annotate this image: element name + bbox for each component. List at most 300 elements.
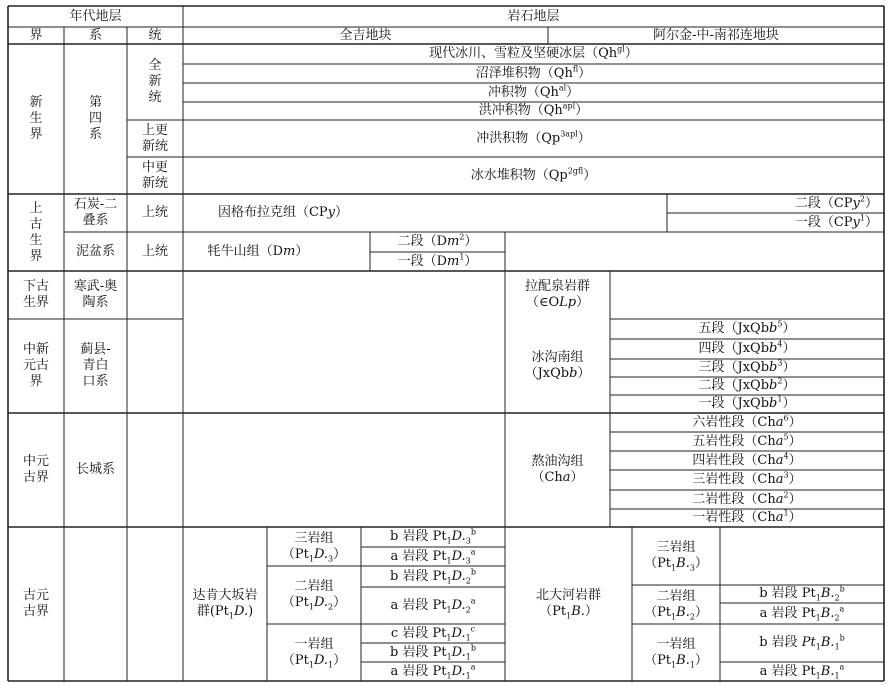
era-meso-neoproterozoic: 中新 元古 界 [22, 342, 49, 389]
formation-dakendaban [267, 624, 361, 681]
unit-code [644, 653, 708, 669]
unit-text: ） [333, 595, 347, 610]
unit-text: 三岩性段（Ch [692, 472, 776, 487]
unit-text: （Pt [281, 652, 309, 668]
unit-label [692, 434, 801, 450]
unit-superscript: 1 [783, 508, 789, 518]
unit-superscript: 1 [777, 394, 783, 404]
unit-text: ） [584, 604, 598, 619]
unit-symbol: B. [820, 635, 835, 650]
unit-text: （Pt [281, 595, 309, 610]
header-quanji: 全吉地块 [339, 27, 392, 43]
unit-proluvial [183, 102, 884, 120]
unit-code [282, 547, 346, 563]
unit-subscript: 1 [671, 660, 677, 670]
unit-superscript: 2 [777, 376, 783, 386]
unit-symbol: y [852, 195, 860, 211]
unit-text: （∈O [525, 295, 560, 310]
header-aerjin: 阿尔金-中-南祁连地块 [653, 27, 779, 43]
unit-text: ） [583, 167, 597, 183]
member-dakendaban [361, 624, 505, 643]
unit-text: ） [782, 360, 796, 375]
unit-superscript: b [470, 527, 476, 537]
unit-text: 三岩组 [294, 530, 334, 546]
unit-symbol: b [769, 360, 778, 375]
unit-superscript: 1 [459, 252, 465, 262]
unit-glacier [183, 44, 884, 64]
unit-superscript: 6 [783, 413, 789, 423]
unit-yingebulake [183, 194, 383, 232]
era-mesoproterozoic: 中元 古界 [22, 454, 49, 485]
unit-qp2 [183, 157, 884, 194]
unit-subscript: 1 [671, 612, 677, 622]
unit-text: （Pt [644, 556, 672, 571]
unit-symbol: B. [820, 663, 835, 679]
unit-dm2 [370, 232, 505, 252]
member-beidahe [720, 662, 884, 681]
unit-maoniushan [183, 232, 333, 271]
series-upper-pleistocene: 上更 新统 [141, 122, 168, 154]
unit-text: 三段（JxQb [698, 360, 770, 375]
unit-subscript: 1 [328, 660, 334, 670]
unit-text: a 岩段 Pt [390, 548, 447, 564]
unit-label [760, 606, 845, 622]
unit-superscript: 3 [783, 470, 789, 480]
unit-label [390, 529, 476, 545]
header-litho: 岩石地层 [507, 8, 560, 24]
unit-label [391, 626, 475, 642]
unit-label [692, 472, 801, 488]
unit-label [699, 360, 796, 376]
unit-label [218, 205, 348, 221]
unit-subscript: 3 [465, 536, 471, 546]
unit-text: 北大河岩群 [535, 588, 601, 603]
member-reyougou [610, 432, 884, 451]
unit-subscript: 1 [446, 671, 452, 681]
unit-binggounan [505, 319, 610, 413]
system-camb-ord: 寒武-奥 陶系 [73, 279, 118, 310]
unit-text: （JxQb [524, 366, 570, 381]
unit-symbol: B. [820, 586, 835, 601]
unit-label [390, 549, 475, 565]
unit-label [390, 664, 475, 680]
unit-subscript: 3 [689, 563, 695, 573]
system-carb-perm: 石炭-二 叠系 [73, 197, 118, 228]
unit-subscript: 1 [446, 652, 452, 662]
unit-symbol: B. [676, 604, 690, 620]
unit-text: 四岩性段（Ch [692, 452, 776, 468]
series-holocene: 全 新 统 [148, 58, 162, 105]
unit-label [692, 453, 801, 469]
unit-label [699, 321, 796, 337]
unit-subscript: 1 [308, 602, 314, 612]
unit-superscript: 2 [783, 490, 789, 500]
unit-text: b 岩段 Pt [390, 644, 447, 660]
unit-subscript: 2 [689, 612, 695, 622]
unit-superscript: 4 [777, 339, 783, 349]
unit-label [471, 168, 597, 184]
unit-superscript: 1 [859, 213, 865, 223]
unit-code [644, 556, 708, 572]
unit-superscript: b [839, 633, 845, 643]
formation-beidahe [632, 585, 720, 624]
unit-subscript: 1 [689, 660, 695, 670]
unit-swamp [183, 64, 884, 83]
unit-text: 一岩组 [294, 636, 334, 652]
unit-text: a 岩段 Pt [390, 597, 447, 613]
unit-text: 拉配泉岩群 [524, 279, 590, 294]
unit-text: 一岩性段（Ch [692, 510, 776, 525]
unit-text: ） [333, 652, 347, 668]
unit-symbol: a [775, 433, 784, 449]
unit-subscript: 3 [328, 554, 334, 564]
unit-cpy1 [667, 213, 884, 232]
unit-code [282, 653, 346, 669]
unit-subscript: 1 [834, 671, 840, 681]
unit-symbol: Lp [559, 295, 577, 310]
unit-subscript: 2 [465, 576, 471, 586]
unit-symbol: D. [313, 652, 329, 668]
unit-text: 熬油沟组 [531, 454, 584, 469]
unit-label [692, 492, 801, 508]
formation-dakendaban [267, 527, 361, 566]
system-changcheng: 长城系 [75, 462, 115, 477]
member-beidahe [720, 585, 884, 603]
unit-symbol: b [769, 396, 778, 411]
unit-text: ） [575, 103, 589, 118]
unit-text: 二岩组 [656, 588, 696, 604]
unit-text: （Pt [281, 546, 309, 562]
unit-text: ） [333, 546, 347, 562]
unit-text: 一岩组 [656, 636, 696, 652]
unit-superscript: 3 [777, 358, 783, 368]
unit-code [644, 605, 708, 621]
unit-subscript: 1 [815, 642, 821, 652]
unit-symbol: D. [451, 529, 466, 544]
unit-label [476, 66, 591, 82]
unit-superscript: a [470, 547, 476, 557]
member-reyougou [610, 509, 884, 527]
unit-cpy2 [667, 194, 884, 213]
unit-text: ） [566, 84, 580, 100]
member-dakendaban [361, 566, 505, 587]
member-binggounan [610, 377, 884, 395]
system-quaternary: 第 四 系 [88, 95, 102, 142]
unit-symbol: B. [676, 556, 690, 571]
member-binggounan [610, 339, 884, 359]
unit-symbol: a [775, 472, 784, 487]
unit-subscript: 1 [446, 536, 452, 546]
unit-text: ） [577, 366, 591, 381]
unit-text: ） [788, 452, 802, 468]
unit-text: 一段（CP [794, 214, 853, 230]
unit-label [398, 254, 478, 270]
unit-label [488, 85, 579, 101]
unit-superscript: a [470, 662, 476, 672]
unit-text: 五段（JxQb [698, 321, 770, 336]
unit-text: ） [694, 556, 708, 571]
unit-text: ） [864, 195, 878, 211]
unit-symbol: D. [451, 663, 466, 679]
unit-text: 现代冰川、雪粒及坚硬冰层（Qh [429, 46, 618, 61]
unit-superscript: 2 [859, 194, 865, 204]
unit-subscript: 1 [566, 611, 572, 621]
unit-label [760, 664, 845, 680]
unit-label [795, 215, 878, 231]
unit-superscript: al [558, 83, 567, 93]
unit-superscript: 2gfl [567, 166, 584, 176]
member-reyougou [610, 490, 884, 509]
unit-superscript: c [470, 624, 476, 634]
unit-symbol: D. [233, 604, 249, 619]
unit-symbol: B. [571, 604, 585, 619]
group-beidahe [505, 527, 632, 681]
unit-subscript: 1 [228, 611, 234, 621]
formation-beidahe [632, 527, 720, 585]
era-cenozoic: 新 生 界 [29, 95, 43, 142]
unit-text: ） [788, 472, 802, 487]
unit-symbol: B. [676, 652, 690, 668]
unit-subscript: 2 [834, 593, 840, 603]
unit-label [699, 396, 796, 412]
unit-label [699, 341, 796, 357]
unit-label [479, 103, 589, 119]
unit-subscript: 1 [815, 593, 821, 603]
unit-reyougou [505, 413, 610, 527]
unit-text: 牦牛山组（D [207, 243, 284, 259]
series-upper-carb: 上统 [141, 205, 168, 220]
formation-beidahe [632, 624, 720, 681]
unit-text: ） [788, 433, 802, 449]
unit-label [390, 569, 476, 585]
unit-symbol: y [852, 214, 860, 230]
unit-subscript: 1 [465, 671, 471, 681]
unit-superscript: a [839, 662, 845, 672]
unit-code [539, 604, 598, 620]
unit-subscript: 1 [446, 605, 452, 615]
unit-code [197, 604, 253, 620]
member-dakendaban [361, 587, 505, 624]
member-dakendaban [361, 643, 505, 662]
unit-text: ） [782, 396, 796, 411]
unit-text: ） [578, 65, 592, 81]
unit-text: 洪冲积物（Qh [478, 103, 563, 118]
unit-text: 沼泽堆积物（Qh [475, 65, 573, 81]
unit-superscript: apl [562, 101, 576, 111]
unit-superscript: 4 [783, 451, 789, 461]
unit-text: 二岩组 [294, 579, 334, 594]
unit-text: ） [464, 234, 478, 249]
unit-text: ） [788, 414, 802, 430]
unit-subscript: 2 [465, 605, 471, 615]
unit-label [759, 635, 845, 651]
unit-symbol: b [769, 378, 778, 393]
unit-text: （Ch [531, 470, 563, 485]
unit-qp3 [183, 120, 884, 157]
unit-superscript: 3apl [560, 129, 578, 139]
unit-superscript: b [839, 584, 845, 594]
unit-text: b 岩段 Pt [390, 529, 447, 544]
unit-text: 三岩组 [656, 540, 696, 555]
unit-symbol: a [775, 414, 784, 430]
unit-symbol: m [447, 253, 460, 269]
unit-symbol: b [769, 341, 778, 356]
unit-symbol: a [562, 470, 571, 485]
unit-label [208, 244, 309, 260]
unit-text: a 岩段 Pt [390, 663, 447, 679]
member-binggounan [610, 319, 884, 339]
unit-text: 二岩性段（Ch [692, 491, 776, 507]
unit-text: 二段（CP [794, 195, 853, 211]
unit-label [699, 378, 796, 394]
unit-subscript: 1 [834, 642, 840, 652]
unit-text: ） [694, 604, 708, 620]
unit-subscript: 1 [308, 554, 314, 564]
unit-text: ） [694, 652, 708, 668]
unit-superscript: gl [617, 44, 625, 54]
era-lower-paleozoic: 下古 生界 [22, 279, 49, 310]
unit-subscript: 1 [446, 576, 452, 586]
unit-text: ） [782, 341, 796, 356]
unit-subscript: 1 [815, 613, 821, 623]
header-xi: 系 [88, 27, 102, 43]
unit-text: ） [464, 253, 478, 269]
unit-symbol: D. [451, 568, 466, 584]
unit-code [526, 295, 589, 311]
unit-symbol: D. [451, 644, 466, 660]
unit-text: ） [864, 214, 878, 230]
unit-label [795, 196, 878, 212]
unit-symbol: m [283, 243, 296, 259]
unit-dm1 [370, 252, 505, 271]
unit-text: 冰水堆积物（Qp [470, 167, 568, 183]
member-reyougou [610, 413, 884, 432]
member-beidahe [720, 603, 884, 624]
unit-symbol: m [447, 234, 460, 249]
member-binggounan [610, 395, 884, 413]
unit-text: ） [782, 321, 796, 336]
unit-symbol: D. [313, 546, 329, 562]
header-jie: 界 [29, 27, 43, 43]
unit-label [429, 46, 638, 62]
unit-alluvial [183, 83, 884, 102]
unit-text: 二段（D [397, 234, 447, 249]
unit-text: ） [335, 205, 349, 220]
unit-text: 因格布拉克组（CP [217, 205, 328, 220]
unit-text: ） [577, 130, 591, 146]
formation-dakendaban [267, 566, 361, 624]
unit-symbol: a [775, 452, 784, 468]
unit-superscript: b [470, 567, 476, 577]
unit-text: 一段（JxQb [698, 396, 770, 411]
era-upper-paleozoic: 上 古 生 界 [29, 200, 43, 264]
member-dakendaban [361, 662, 505, 681]
system-devonian: 泥盆系 [75, 243, 115, 259]
unit-symbol: D. [313, 595, 329, 610]
era-paleoproterozoic: 古元 古界 [22, 588, 49, 619]
unit-superscript: 5 [783, 432, 789, 442]
unit-symbol: b [769, 321, 778, 336]
unit-symbol: D. [451, 625, 466, 641]
unit-text: ) [248, 604, 254, 619]
unit-symbol: D. [451, 597, 466, 613]
unit-text: b 岩段 Pt [390, 568, 447, 584]
unit-subscript: 1 [446, 556, 452, 566]
unit-symbol: B. [820, 605, 835, 621]
unit-text: ） [788, 510, 802, 525]
unit-label [692, 510, 801, 526]
unit-text: 五岩性段（Ch [692, 433, 776, 449]
unit-code [531, 470, 583, 486]
unit-text: a 岩段 Pt [759, 663, 816, 679]
unit-code [525, 366, 591, 382]
unit-text: 群(Pt [196, 604, 229, 619]
member-reyougou [610, 470, 884, 490]
series-middle-pleistocene: 中更 新统 [141, 159, 168, 191]
unit-text: （Pt [539, 604, 567, 619]
unit-symbol: a [775, 491, 784, 507]
system-jixian-qingbaikou: 蓟县- 青白 口系 [80, 342, 111, 389]
unit-symbol: D. [451, 548, 466, 564]
unit-symbol: y [327, 205, 336, 220]
unit-subscript: 2 [328, 602, 334, 612]
unit-subscript: 1 [465, 652, 471, 662]
unit-text: （Pt [644, 652, 672, 668]
unit-text: b 岩段 [759, 635, 802, 650]
unit-text: ） [295, 243, 309, 259]
unit-label [390, 645, 476, 661]
group-dakendaban [183, 527, 267, 681]
unit-symbol: b [569, 366, 578, 381]
series-upper-dev: 上统 [141, 243, 168, 259]
unit-symbol: Pt [801, 635, 816, 650]
unit-code [282, 595, 346, 611]
unit-symbol: a [775, 510, 784, 525]
member-dakendaban [361, 527, 505, 547]
unit-superscript: 2 [459, 232, 465, 242]
unit-label [692, 415, 801, 431]
unit-subscript: 1 [815, 671, 821, 681]
unit-superscript: 5 [777, 319, 783, 329]
unit-text: ） [570, 470, 584, 485]
unit-text: （Pt [644, 604, 672, 620]
member-reyougou [610, 451, 884, 470]
unit-label [476, 131, 591, 147]
unit-subscript: 1 [671, 563, 677, 573]
unit-lapeiquan [505, 271, 610, 319]
unit-text: 冰沟南组 [531, 350, 584, 365]
unit-text: a 岩段 Pt [759, 605, 816, 621]
unit-superscript: a [839, 604, 845, 614]
unit-text: ） [624, 46, 638, 61]
unit-text: 达肯大坂岩 [192, 588, 258, 603]
unit-text: ） [576, 295, 590, 310]
unit-superscript: b [470, 643, 476, 653]
unit-text: ） [788, 491, 802, 507]
unit-text: 六岩性段（Ch [692, 414, 776, 430]
unit-label [390, 598, 475, 614]
unit-text: 冲积物（Qh [487, 84, 559, 100]
unit-label [759, 586, 845, 602]
unit-superscript: a [470, 596, 476, 606]
unit-text: 冲洪积物（Qp [476, 130, 561, 146]
header-tong: 统 [148, 27, 162, 43]
unit-text: 二段（JxQb [698, 378, 770, 393]
member-binggounan [610, 359, 884, 377]
member-dakendaban [361, 547, 505, 566]
unit-subscript: 1 [308, 660, 314, 670]
unit-subscript: 3 [465, 556, 471, 566]
